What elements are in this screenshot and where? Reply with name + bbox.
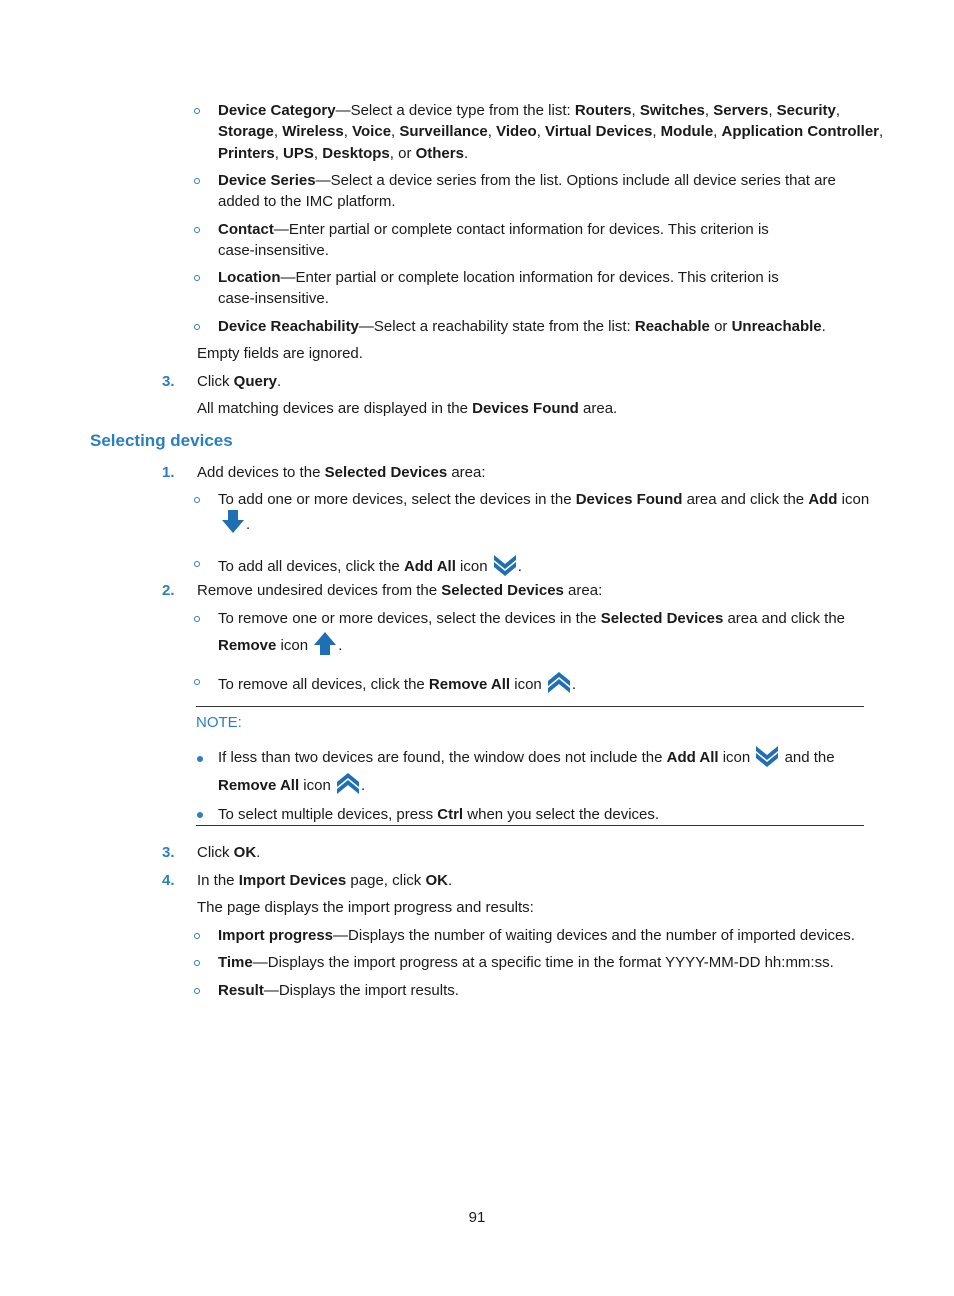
page-number: 91 bbox=[468, 1209, 486, 1226]
step-number: 2. bbox=[162, 582, 175, 599]
remove-one-line1: To remove one or more devices, select the devices in the Selected Devices area and click the bbox=[218, 610, 846, 627]
sub-bullet bbox=[194, 275, 200, 281]
step-click-query: Click Query. bbox=[197, 373, 282, 390]
section-title: Selecting devices bbox=[90, 431, 233, 450]
empty-fields-note: Empty fields are ignored. bbox=[197, 345, 363, 362]
device-category-line1: Device Category—Select a device type from the list: Routers, Switches, Servers, Security, bbox=[218, 102, 841, 119]
contact-line2: case-insensitive. bbox=[218, 242, 329, 259]
step-number: 4. bbox=[162, 872, 175, 889]
remove-one-line2: Remove icon . bbox=[218, 630, 342, 659]
step-click-ok: Click OK. bbox=[197, 844, 261, 861]
contact-line1: Contact—Enter partial or complete contact information for devices. This criterion is bbox=[218, 221, 769, 238]
note-top-rule bbox=[196, 706, 864, 707]
add-one-line1: To add one or more devices, select the devices in the Devices Found area and click the Add icon bbox=[218, 491, 870, 508]
device-category-line2: Storage, Wireless, Voice, Surveillance, Video, Virtual Devices, Module, Application Controller, bbox=[218, 123, 884, 140]
location-line2: case-insensitive. bbox=[218, 290, 329, 307]
import-time-line: Time—Displays the import progress at a specific time in the format YYYY-MM-DD hh:mm:ss. bbox=[218, 954, 834, 971]
double-arrow-up-icon[interactable] bbox=[546, 671, 572, 695]
sub-bullet bbox=[194, 324, 200, 330]
double-arrow-down-icon[interactable] bbox=[492, 553, 518, 577]
import-desc: The page displays the import progress and results: bbox=[197, 899, 534, 916]
sub-bullet bbox=[194, 679, 200, 685]
note-bullet bbox=[197, 812, 203, 818]
step-number: 3. bbox=[162, 844, 175, 861]
arrow-up-icon[interactable] bbox=[312, 630, 338, 656]
add-all-line: To add all devices, click the Add All icon . bbox=[218, 553, 522, 577]
step-number: 3. bbox=[162, 373, 175, 390]
sub-bullet bbox=[194, 933, 200, 939]
note-bottom-rule bbox=[196, 825, 864, 826]
location-line1: Location—Enter partial or complete location information for devices. This criterion is bbox=[218, 269, 779, 286]
note-item-1-line1: If less than two devices are found, the window does not include the Add All icon and the bbox=[218, 744, 835, 771]
remove-all-line: To remove all devices, click the Remove All icon . bbox=[218, 671, 576, 695]
step-remove-devices: Remove undesired devices from the Selected Devices area: bbox=[197, 582, 603, 599]
sub-bullet bbox=[194, 497, 200, 503]
note-item-1-line2: Remove All icon . bbox=[218, 772, 365, 799]
sub-bullet bbox=[194, 227, 200, 233]
double-arrow-down-icon bbox=[754, 744, 780, 768]
import-result-line: Result—Displays the import results. bbox=[218, 982, 459, 999]
step-number: 1. bbox=[162, 464, 175, 481]
sub-bullet bbox=[194, 561, 200, 567]
query-result-text: All matching devices are displayed in the Devices Found area. bbox=[197, 400, 618, 417]
device-series-line1: Device Series—Select a device series from the list. Options include all device series that are bbox=[218, 172, 836, 189]
reachability-line: Device Reachability—Select a reachability state from the list: Reachable or Unreachable. bbox=[218, 318, 826, 335]
add-one-line2: . bbox=[220, 509, 250, 538]
sub-bullet bbox=[194, 988, 200, 994]
step-add-devices: Add devices to the Selected Devices area: bbox=[197, 464, 486, 481]
note-item-2: To select multiple devices, press Ctrl when you select the devices. bbox=[218, 806, 660, 823]
step-import-ok: In the Import Devices page, click OK. bbox=[197, 872, 453, 889]
sub-bullet bbox=[194, 178, 200, 184]
device-series-line2: added to the IMC platform. bbox=[218, 193, 396, 210]
note-bullet bbox=[197, 756, 203, 762]
device-category-line3: Printers, UPS, Desktops, or Others. bbox=[218, 145, 469, 162]
double-arrow-up-icon bbox=[335, 772, 361, 796]
sub-bullet bbox=[194, 960, 200, 966]
note-label: NOTE: bbox=[196, 714, 242, 731]
import-progress-line: Import progress—Displays the number of waiting devices and the number of imported devices. bbox=[218, 927, 855, 944]
arrow-down-icon[interactable] bbox=[220, 509, 246, 535]
sub-bullet bbox=[194, 108, 200, 114]
sub-bullet bbox=[194, 616, 200, 622]
